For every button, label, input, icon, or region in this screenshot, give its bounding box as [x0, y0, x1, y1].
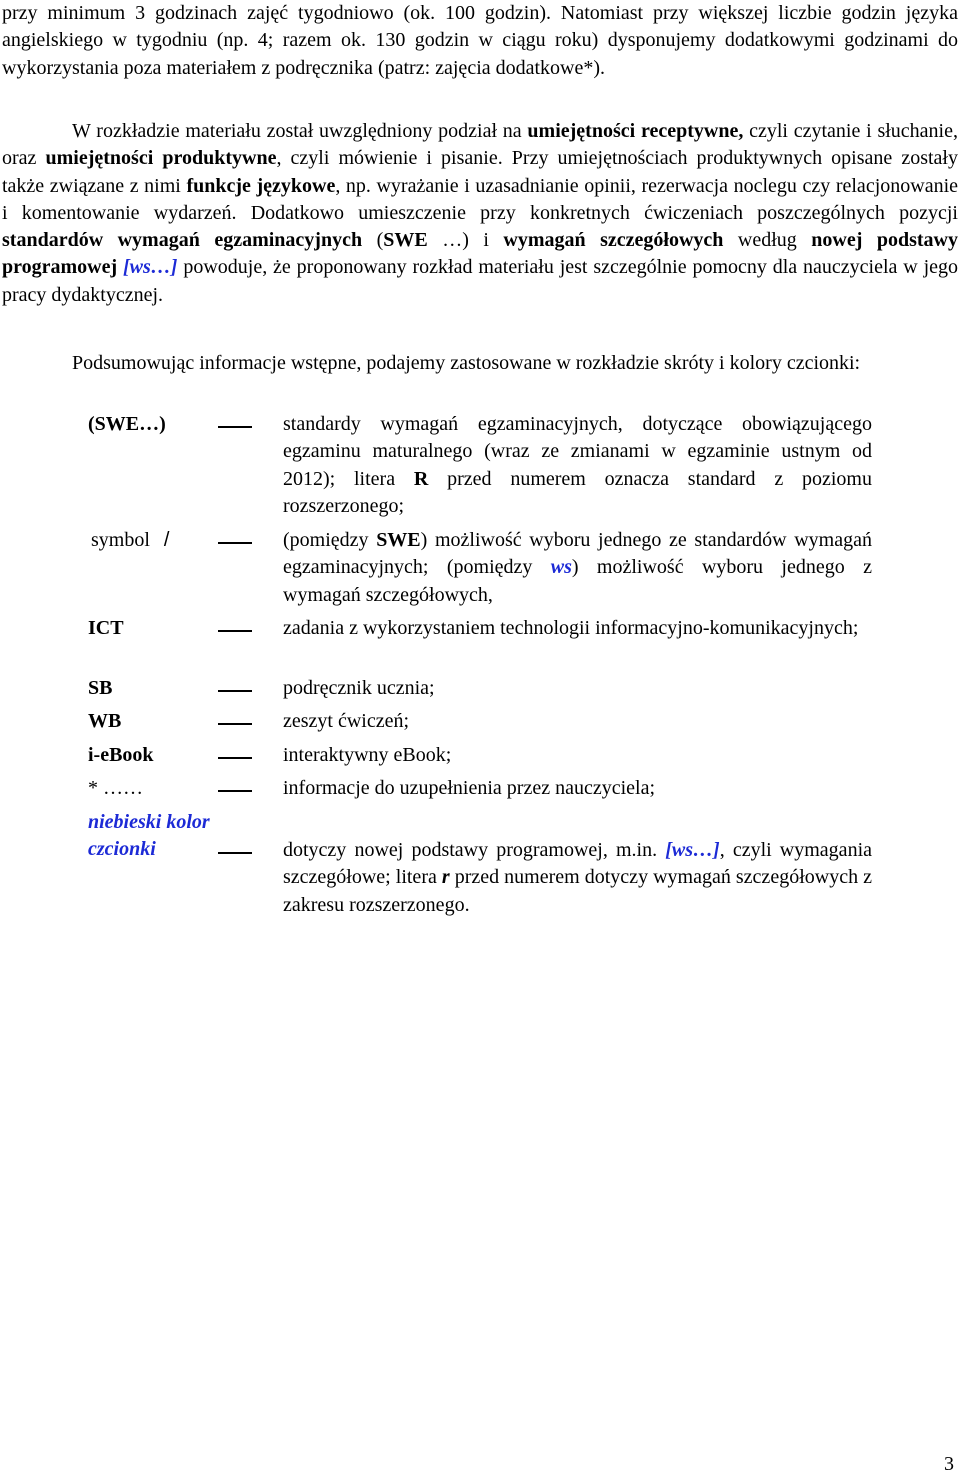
text-run: przed numerem dotyczy wymagań szczegółowych z zakresu rozszerzonego.	[283, 866, 872, 916]
legend-abbr-symbol	[91, 527, 261, 554]
text-run: , czyli wymagania szczegółowe; litera	[283, 839, 872, 889]
blue-ws-marker: [ws…]	[123, 256, 178, 279]
legend-abbr-ict: ICT	[88, 617, 124, 639]
legend-dash	[218, 690, 252, 692]
legend-abbr-wb: WB	[88, 710, 122, 732]
legend-dash	[218, 542, 252, 544]
legend-abbr-blue-font	[88, 809, 288, 864]
legend-dash	[218, 630, 252, 632]
legend-abbr-sb: SB	[88, 677, 113, 699]
legend-dash	[218, 852, 252, 854]
intro-paragraph: przy minimum 3 godzinach zajęć tygodniowo (ok. 100 godzin). Natomiast przy większej liczbie godzin języka angielskiego w tygodniu (np. 4; razem ok. 130 godzin w ciągu roku) dysponujemy dodatkowymi godzinami do wykorzystania poza materiałem z podręcznika (patrz: zajęcia dodatkowe*).	[2, 2, 958, 79]
text-run: przed numerem oznacza standard z poziomu rozszerzonego;	[283, 467, 872, 517]
bold-language-functions: funkcje językowe	[186, 174, 336, 197]
legend-desc-blue-font	[283, 837, 872, 919]
summary-paragraph: Podsumowując informacje wstępne, podajemy zastosowane w rozkładzie skróty i kolory czcionki:	[72, 352, 861, 374]
bold-new-curriculum: nowej podstawy programowej	[2, 229, 958, 279]
text-run: ) możliwość wyboru jednego z wymagań szczegółowych,	[283, 556, 872, 606]
legend-desc-ict: zadania z wykorzystaniem technologii informacyjno-komunikacyjnych;	[283, 617, 859, 639]
legend-abbr-iebook: i-eBook	[88, 744, 154, 766]
blue-ws-marker: ws	[550, 556, 572, 579]
text-run: (	[362, 229, 384, 252]
legend-dash	[218, 426, 252, 428]
legend-abbr-swe: (SWE…)	[88, 413, 166, 435]
text-run: według	[723, 229, 812, 252]
legend-desc-sb: podręcznik ucznia;	[283, 677, 435, 699]
legend-dash	[218, 723, 252, 725]
text-run: standardy wymagań egzaminacyjnych, dotyczące obowiązującego egzaminu maturalnego (wraz ze zmianami w egzaminie ustnym od 2012); litera	[283, 413, 872, 490]
legend-desc-swe	[283, 411, 872, 520]
bold-swe: SWE	[383, 229, 428, 252]
text-run: ) możliwość wyboru jednego ze standardów wymagań egzaminacyjnych; (pomiędzy	[283, 529, 872, 579]
blue-label-line-1: niebieski kolor	[88, 811, 210, 833]
text-run: …) i	[427, 229, 504, 252]
bold-exam-standards: standardów wymagań egzaminacyjnych	[2, 229, 363, 252]
text-run: dotyczy nowej podstawy programowej, m.in.	[283, 839, 666, 861]
text-run: (pomiędzy	[283, 529, 377, 551]
legend-desc-iebook: interaktywny eBook;	[283, 744, 452, 766]
text-run: , np. wyrażanie i uzasadnianie opinii, rezerwacja noclegu czy relacjonowanie i komentowanie wydarzeń. Dodatkowo umieszczenie przy konkretnych ćwiczeniach poszczególnych pozycji	[2, 174, 959, 224]
bold-swe: SWE	[376, 529, 421, 551]
page-number: 3	[944, 1453, 954, 1475]
symbol-label: symbol	[91, 529, 150, 551]
text-run: czyli czytanie i słuchanie, oraz	[2, 120, 958, 170]
skills-paragraph	[2, 118, 958, 309]
legend-dash	[218, 790, 252, 792]
bold-letter-r: R	[413, 467, 429, 490]
legend-abbr-star: * ……	[88, 777, 143, 799]
blue-label-line-2: czcionki	[88, 838, 156, 861]
legend-desc-symbol	[283, 527, 872, 609]
legend-desc-wb: zeszyt ćwiczeń;	[283, 710, 410, 732]
bold-italic-letter-r: r	[441, 866, 450, 889]
legend-desc-star: informacje do uzupełnienia przez nauczyciela;	[283, 777, 656, 799]
bold-detailed-requirements: wymagań szczegółowych	[503, 229, 724, 252]
slash-symbol: /	[163, 529, 170, 551]
text-run: W rozkładzie materiału został uwzględniony podział na	[72, 120, 528, 142]
legend-dash	[218, 757, 252, 759]
text-run: , czyli mówienie i pisanie. Przy umiejętnościach produktywnych opisane zostały także związane z nimi	[2, 147, 958, 197]
bold-productive-skills: umiejętności produktywne	[45, 147, 277, 170]
blue-ws-marker: [ws…]	[665, 839, 720, 861]
bold-receptive-skills: umiejętności receptywne,	[527, 120, 744, 142]
text-run: powoduje, że proponowany rozkład materiału jest szczególnie pomocny dla nauczyciela w jego pracy dydaktycznej.	[2, 256, 958, 306]
